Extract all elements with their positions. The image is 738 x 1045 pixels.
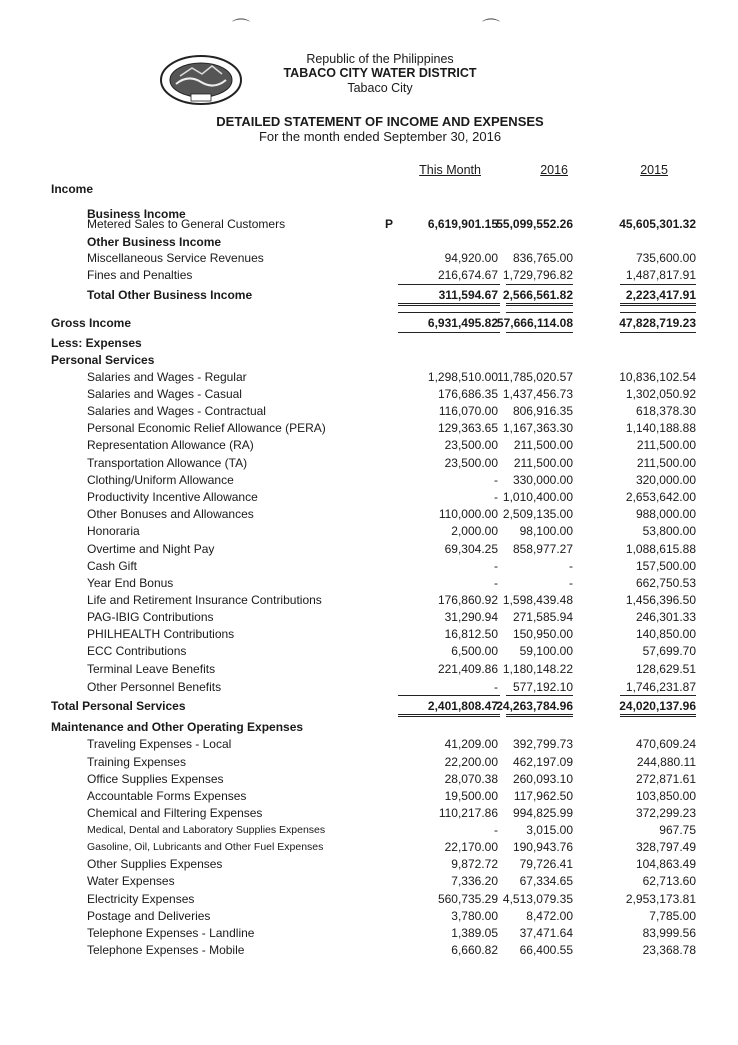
statement-row: [0, 839, 738, 856]
punch-hole-mark-right: ⌒: [482, 18, 500, 38]
row-value-2015: 211,500.00: [636, 438, 696, 452]
statement-row: [0, 661, 738, 678]
row-value-this-month: 176,860.92: [437, 593, 498, 607]
statement-row: [0, 719, 738, 736]
statement-row: [0, 234, 738, 251]
statement-row: [0, 856, 738, 873]
statement-row: [0, 181, 738, 198]
statement-row: [0, 736, 738, 753]
statement-row: [0, 925, 738, 942]
row-value-2016: 271,585.94: [512, 610, 573, 624]
row-label: Salaries and Wages - Regular: [87, 370, 247, 384]
row-label: Gasoline, Oil, Lubricants and Other Fuel Expenses: [87, 841, 324, 853]
row-label: Medical, Dental and Laboratory Supplies Expenses: [87, 824, 326, 836]
row-value-this-month: 216,674.67: [437, 268, 498, 282]
row-value-this-month: -: [494, 490, 498, 504]
city-name: Tabaco City: [347, 81, 413, 95]
row-label: Chemical and Filtering Expenses: [87, 806, 263, 820]
row-value-2015: 23,368.78: [642, 943, 696, 957]
row-value-this-month: 69,304.25: [444, 542, 498, 556]
underline: [398, 695, 500, 696]
row-label: Traveling Expenses - Local: [87, 737, 232, 751]
row-value-2015: 103,850.00: [635, 789, 696, 803]
row-value-this-month: 7,336.20: [451, 874, 498, 888]
row-label: Accountable Forms Expenses: [87, 789, 247, 803]
row-value-2016: 11,785,020.57: [497, 370, 573, 384]
underline: [506, 284, 573, 285]
row-value-this-month: 23,500.00: [444, 456, 498, 470]
row-value-2015: 1,088,615.88: [625, 542, 696, 556]
row-value-2016: 24,263,784.96: [496, 699, 573, 713]
row-value-2016: 211,500.00: [513, 438, 573, 452]
underline: [620, 312, 696, 313]
row-label: Less: Expenses: [51, 336, 142, 350]
row-value-2016: 8,472.00: [526, 909, 573, 923]
agency-name: TABACO CITY WATER DISTRICT: [283, 66, 477, 80]
row-value-this-month: 41,209.00: [444, 737, 498, 751]
row-value-2015: 57,699.70: [642, 644, 696, 658]
row-value-2016: 1,180,148.22: [502, 662, 573, 676]
row-value-2016: 55,099,552.26: [496, 217, 573, 231]
row-value-2016: 1,598,439.48: [502, 593, 573, 607]
double-underline: [620, 714, 696, 717]
row-value-this-month: 22,200.00: [444, 755, 498, 769]
row-label: Other Personnel Benefits: [87, 680, 222, 694]
row-value-2015: 140,850.00: [635, 627, 696, 641]
double-underline: [398, 303, 500, 306]
row-value-2015: 246,301.33: [635, 610, 696, 624]
row-value-this-month: 2,000.00: [451, 524, 498, 538]
row-value-this-month: 9,872.72: [451, 857, 498, 871]
row-value-2015: 2,653,642.00: [625, 490, 696, 504]
row-value-2016: 66,400.55: [519, 943, 573, 957]
statement-row: [0, 472, 738, 489]
row-value-2016: -: [569, 559, 573, 573]
underline: [620, 284, 696, 285]
row-value-2016: 836,765.00: [512, 251, 573, 265]
statement-row: [0, 626, 738, 643]
row-value-2016: 1,437,456.73: [502, 387, 573, 401]
row-label: Maintenance and Other Operating Expenses: [51, 720, 304, 734]
row-label: ECC Contributions: [87, 644, 187, 658]
row-value-2015: 45,605,301.32: [619, 217, 696, 231]
row-value-2015: 62,713.60: [642, 874, 696, 888]
statement-row: [0, 335, 738, 352]
row-label: Overtime and Night Pay: [87, 542, 215, 556]
row-value-2015: 2,223,417.91: [625, 288, 696, 302]
statement-row: [0, 267, 738, 284]
row-value-2016: 330,000.00: [512, 473, 573, 487]
underline: [620, 332, 696, 333]
statement-title: DETAILED STATEMENT OF INCOME AND EXPENSES: [216, 114, 544, 129]
row-label: Terminal Leave Benefits: [87, 662, 216, 676]
row-value-2016: 806,916.35: [512, 404, 573, 418]
row-value-2016: 1,729,796.82: [502, 268, 573, 282]
statement-row: [0, 315, 738, 332]
row-value-2016: 858,977.27: [512, 542, 573, 556]
row-label: Representation Allowance (RA): [87, 438, 254, 452]
statement-row: [0, 386, 738, 403]
row-value-2016: 3,015.00: [526, 823, 573, 837]
punch-hole-mark-left: ⌒: [232, 18, 250, 38]
row-value-2015: 244,880.11: [636, 755, 696, 769]
row-label: Gross Income: [51, 316, 132, 330]
row-value-this-month: 129,363.65: [437, 421, 498, 435]
row-value-2015: 211,500.00: [636, 456, 696, 470]
row-label: Other Supplies Expenses: [87, 857, 223, 871]
row-value-2015: 1,746,231.87: [625, 680, 696, 694]
statement-row: [0, 541, 738, 558]
statement-row: [0, 403, 738, 420]
row-label: Personal Economic Relief Allowance (PERA): [87, 421, 326, 435]
row-value-this-month: 3,780.00: [451, 909, 498, 923]
statement-row: [0, 455, 738, 472]
statement-row: [0, 908, 738, 925]
row-value-2016: 190,943.76: [512, 840, 573, 854]
row-value-2015: 157,500.00: [635, 559, 696, 573]
row-label: Water Expenses: [87, 874, 175, 888]
row-value-2015: 1,302,050.92: [625, 387, 696, 401]
statement-row: [0, 287, 738, 304]
row-value-this-month: 116,070.00: [438, 404, 498, 418]
row-label: Cash Gift: [87, 559, 138, 573]
row-value-this-month: 1,298,510.00: [427, 370, 498, 384]
row-value-2015: 470,609.24: [635, 737, 696, 751]
statement-row: [0, 822, 738, 839]
row-value-this-month: 176,686.35: [437, 387, 498, 401]
republic-line: Republic of the Philippines: [306, 52, 454, 66]
statement-row: [0, 352, 738, 369]
row-value-this-month: 6,500.00: [451, 644, 498, 658]
double-underline: [398, 714, 500, 717]
row-value-2015: 24,020,137.96: [619, 699, 696, 713]
column-header-2015: 2015: [640, 163, 668, 177]
row-value-2015: 372,299.23: [635, 806, 696, 820]
row-value-this-month: 16,812.50: [444, 627, 498, 641]
row-label: Postage and Deliveries: [87, 909, 211, 923]
row-label: Office Supplies Expenses: [87, 772, 224, 786]
peso-sign: P: [385, 217, 394, 231]
row-value-this-month: -: [494, 559, 498, 573]
row-value-2015: 735,600.00: [635, 251, 696, 265]
row-value-2015: 83,999.56: [642, 926, 696, 940]
row-value-2015: 1,140,188.88: [625, 421, 696, 435]
statement-row: [0, 437, 738, 454]
statement-row: [0, 805, 738, 822]
row-label: Electricity Expenses: [87, 892, 195, 906]
row-value-2016: 4,513,079.35: [502, 892, 573, 906]
row-value-2015: 618,378.30: [635, 404, 696, 418]
row-value-2016: 79,726.41: [519, 857, 573, 871]
row-value-2016: 150,950.00: [512, 627, 573, 641]
statement-row: [0, 643, 738, 660]
row-value-2016: 994,825.99: [512, 806, 573, 820]
underline: [506, 695, 573, 696]
row-label: Year End Bonus: [87, 576, 174, 590]
row-value-this-month: 311,594.67: [438, 288, 498, 302]
row-value-this-month: 31,290.94: [444, 610, 498, 624]
statement-row: [0, 788, 738, 805]
row-value-this-month: 6,931,495.82: [427, 316, 498, 330]
row-label: Business Income: [87, 207, 186, 221]
column-header-2016: 2016: [540, 163, 568, 177]
statement-row: [0, 873, 738, 890]
row-label: Total Other Business Income: [87, 288, 253, 302]
row-value-this-month: 2,401,808.47: [427, 699, 498, 713]
row-value-2015: 128,629.51: [635, 662, 696, 676]
row-label: Telephone Expenses - Landline: [87, 926, 255, 940]
row-value-this-month: -: [494, 680, 498, 694]
row-label: Income: [51, 182, 94, 196]
row-label: Honoraria: [87, 524, 140, 538]
row-label: PAG-IBIG Contributions: [87, 610, 214, 624]
row-value-2016: 1,010,400.00: [502, 490, 573, 504]
row-value-2015: 47,828,719.23: [619, 316, 696, 330]
row-value-2016: 211,500.00: [513, 456, 573, 470]
row-value-2015: 662,750.53: [635, 576, 696, 590]
statement-row: [0, 891, 738, 908]
row-label: Total Personal Services: [51, 699, 186, 713]
row-value-2016: 462,197.09: [512, 755, 573, 769]
row-label: Metered Sales to General Customers: [87, 217, 286, 231]
row-label: Other Bonuses and Allowances: [87, 507, 254, 521]
row-label: Other Business Income: [87, 235, 222, 249]
row-label: Miscellaneous Service Revenues: [87, 251, 264, 265]
row-value-2016: 59,100.00: [519, 644, 573, 658]
row-value-2015: 1,487,817.91: [625, 268, 696, 282]
row-value-2016: 1,167,363.30: [502, 421, 573, 435]
column-header-this-month: This Month: [419, 163, 481, 177]
row-value-this-month: 22,170.00: [444, 840, 498, 854]
row-value-2016: 392,799.73: [512, 737, 573, 751]
row-value-2016: 577,192.10: [512, 680, 573, 694]
statement-row: [0, 698, 738, 715]
statement-row: [0, 523, 738, 540]
row-value-2016: 67,334.65: [519, 874, 573, 888]
row-value-this-month: 1,389.05: [451, 926, 498, 940]
statement-row: [0, 592, 738, 609]
statement-row: [0, 506, 738, 523]
statement-row: [0, 420, 738, 437]
statement-row: [0, 942, 738, 959]
row-value-2015: 1,456,396.50: [625, 593, 696, 607]
row-value-this-month: 6,619,901.15: [427, 217, 498, 231]
row-value-this-month: -: [494, 576, 498, 590]
row-value-this-month: 23,500.00: [444, 438, 498, 452]
row-label: Transportation Allowance (TA): [87, 456, 248, 470]
row-value-this-month: 94,920.00: [444, 251, 498, 265]
row-value-2016: 98,100.00: [519, 524, 573, 538]
row-label: Salaries and Wages - Casual: [87, 387, 242, 401]
statement-row: [0, 558, 738, 575]
row-value-2016: -: [569, 576, 573, 590]
underline: [620, 695, 696, 696]
row-value-2015: 272,871.61: [635, 772, 696, 786]
statement-row: [0, 609, 738, 626]
statement-row: [0, 216, 738, 233]
row-value-2015: 988,000.00: [635, 507, 696, 521]
underline: [398, 332, 500, 333]
row-value-this-month: 110,000.00: [438, 507, 498, 521]
row-label: Telephone Expenses - Mobile: [87, 943, 245, 957]
row-value-2016: 117,962.50: [513, 789, 573, 803]
row-label: Personal Services: [51, 353, 155, 367]
row-value-this-month: 28,070.38: [444, 772, 498, 786]
double-underline: [620, 303, 696, 306]
underline: [506, 312, 573, 313]
row-label: Life and Retirement Insurance Contributions: [87, 593, 322, 607]
statement-period: For the month ended September 30, 2016: [258, 129, 502, 144]
row-value-2015: 10,836,102.54: [619, 370, 696, 384]
row-value-this-month: -: [494, 823, 498, 837]
row-value-this-month: 6,660.82: [451, 943, 498, 957]
underline: [398, 312, 500, 313]
row-label: Training Expenses: [87, 755, 186, 769]
statement-row: [0, 250, 738, 267]
row-value-2016: 57,666,114.08: [496, 316, 573, 330]
row-label: Productivity Incentive Allowance: [87, 490, 258, 504]
row-value-2015: 328,797.49: [635, 840, 696, 854]
row-value-2015: 2,953,173.81: [625, 892, 696, 906]
double-underline: [506, 303, 573, 306]
row-label: Clothing/Uniform Allowance: [87, 473, 234, 487]
row-value-2015: 967.75: [659, 823, 696, 837]
row-value-2016: 37,471.64: [519, 926, 573, 940]
statement-row: [0, 489, 738, 506]
statement-row: [0, 679, 738, 696]
underline: [398, 284, 500, 285]
row-value-this-month: 221,409.86: [437, 662, 498, 676]
row-value-2015: 53,800.00: [642, 524, 696, 538]
statement-row: [0, 369, 738, 386]
underline: [506, 332, 573, 333]
row-value-this-month: 19,500.00: [444, 789, 498, 803]
row-value-2015: 104,863.49: [635, 857, 696, 871]
row-value-this-month: 560,735.29: [437, 892, 498, 906]
double-underline: [506, 714, 573, 717]
row-value-this-month: -: [494, 473, 498, 487]
row-label: PHILHEALTH Contributions: [87, 627, 235, 641]
row-label: Salaries and Wages - Contractual: [87, 404, 266, 418]
row-label: Fines and Penalties: [87, 268, 193, 282]
row-value-2015: 320,000.00: [635, 473, 696, 487]
row-value-2016: 260,093.10: [512, 772, 573, 786]
row-value-this-month: 110,217.86: [438, 806, 498, 820]
statement-row: [0, 754, 738, 771]
statement-row: [0, 575, 738, 592]
row-value-2016: 2,509,135.00: [502, 507, 573, 521]
statement-row: [0, 771, 738, 788]
row-value-2015: 7,785.00: [649, 909, 696, 923]
row-value-2016: 2,566,561.82: [502, 288, 573, 302]
